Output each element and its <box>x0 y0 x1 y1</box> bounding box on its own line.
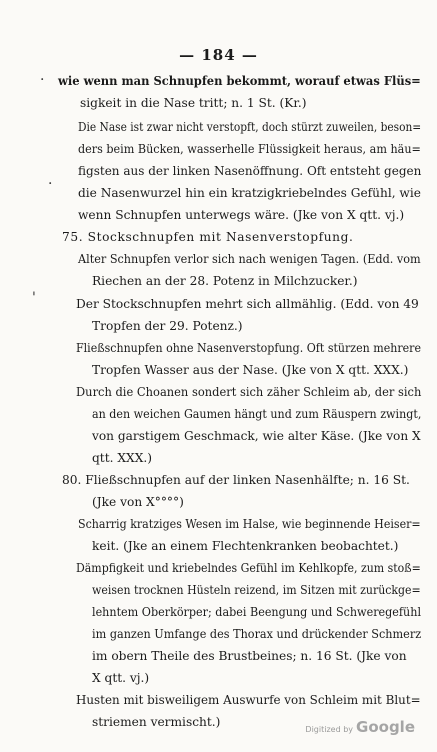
page-number: — 184 — <box>179 46 258 64</box>
text-line: X qtt. vj.) <box>92 671 150 685</box>
text-line: an den weichen Gaumen hängt und zum Räuspern zwingt, <box>92 407 422 421</box>
text-line: Alter Schnupfen verlor sich nach wenigen Tagen. (Edd. vom <box>78 252 421 266</box>
text-line: Tropfen der 29. Potenz.) <box>92 319 243 333</box>
text-line: die Nasenwurzel hin ein kratzigkriebelndes Gefühl, wie <box>78 186 421 200</box>
margin-mark: · <box>40 72 45 88</box>
text-line: Husten mit bisweiligem Auswurfe von Schleim mit Blut= <box>76 693 421 707</box>
text-line: Fließschnupfen ohne Nasenverstopfung. Oft stürzen mehrere <box>76 341 421 355</box>
text-line: Durch die Choanen sondert sich zäher Schleim ab, der sich <box>76 385 422 399</box>
text-line: ders beim Bücken, wasserhelle Flüssigkeit heraus, am häu= <box>78 142 421 156</box>
text-line: Die Nase ist zwar nicht verstopft, doch stürzt zuweilen, beson= <box>78 120 422 134</box>
text-line: Tropfen Wasser aus der Nase. (Jke von X qtt. XXX.) <box>92 363 409 377</box>
section-heading: 75. Stockschnupfen mit Nasenverstopfung. <box>62 230 354 244</box>
text-line: weisen trocknen Hüsteln reizend, im Sitzen mit zurückge= <box>92 583 421 597</box>
text-line: im ganzen Umfange des Thorax und drückender Schmerz <box>92 627 422 641</box>
text-line: wie wenn man Schnupfen bekommt, worauf etwas Flüs= <box>58 74 421 88</box>
text-line: lehntem Oberkörper; dabei Beengung und Schweregefühl <box>92 605 422 619</box>
text-line: sigkeit in die Nase tritt; n. 1 St. (Kr.) <box>80 96 307 110</box>
text-line: qtt. XXX.) <box>92 451 153 465</box>
text-line: 80. Fließschnupfen auf der linken Nasenhälfte; n. 16 St. <box>62 473 410 487</box>
text-line: wenn Schnupfen unterwegs wäre. (Jke von X qtt. vj.) <box>78 208 405 222</box>
text-line: striemen vermischt.) <box>92 715 221 729</box>
text-line: figsten aus der linken Nasenöffnung. Oft entsteht gegen <box>78 164 422 178</box>
text-line: Dämpfigkeit und kriebelndes Gefühl im Kehlkopfe, zum stoß= <box>76 561 421 575</box>
text-line: im obern Theile des Brustbeines; n. 16 St. (Jke von <box>92 649 407 663</box>
digitized-watermark <box>305 717 415 736</box>
text-line: keit. (Jke an einem Flechtenkranken beobachtet.) <box>92 539 399 553</box>
text-line: Riechen an der 28. Potenz in Milchzucker.) <box>92 274 358 288</box>
digitized-label: Digitized by <box>305 725 354 734</box>
text-line: Scharrig kratziges Wesen im Halse, wie beginnende Heiser= <box>78 517 421 531</box>
google-logo: Google <box>356 718 415 736</box>
margin-mark: · <box>48 176 53 192</box>
text-line: von garstigem Geschmack, wie alter Käse. (Jke von X <box>92 429 421 443</box>
text-line: Der Stockschnupfen mehrt sich allmählig. (Edd. von 49 <box>76 297 419 311</box>
margin-mark: ' <box>32 290 36 306</box>
text-line: (Jke von X°°°°) <box>92 495 184 509</box>
